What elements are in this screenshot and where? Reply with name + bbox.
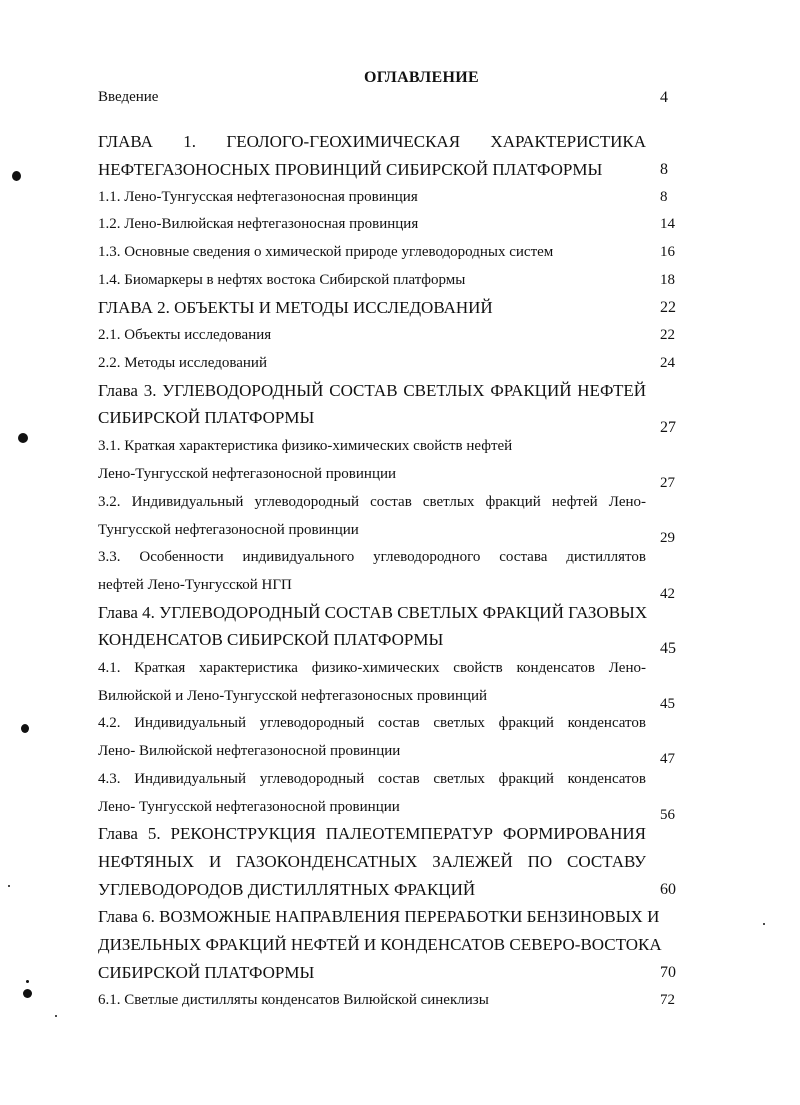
toc-page-number: 16: [660, 244, 675, 260]
toc-page-number: 8: [660, 189, 668, 205]
scan-speck: [763, 923, 765, 925]
toc-entry-line: КОНДЕНСАТОВ СИБИРСКОЙ ПЛАТФОРМЫ: [98, 630, 444, 649]
toc-entry-line: 2.1. Объекты исследования: [98, 327, 272, 343]
toc-entry-line: Вилюйской и Лено-Тунгусской нефтегазоносных провинций: [98, 688, 488, 704]
toc-entry-line: 3.1. Краткая характеристика физико-химических свойств нефтей: [98, 438, 513, 454]
toc-entry-line: 3.3. Особенности индивидуального углеводородного состава дистиллятов: [98, 549, 646, 565]
toc-entry-line: 1.3. Основные сведения о химической природе углеводородных систем: [98, 244, 554, 260]
toc-page-number: 27: [660, 419, 676, 436]
toc-entry-line: 1.4. Биомаркеры в нефтях востока Сибирской платформы: [98, 272, 466, 288]
toc-page-number: 22: [660, 327, 675, 343]
scan-speck: [12, 171, 21, 181]
toc-entry-line: НЕФТЯНЫХ И ГАЗОКОНДЕНСАТНЫХ ЗАЛЕЖЕЙ ПО СОСТАВУ: [98, 852, 646, 871]
toc-entry-line: Тунгусской нефтегазоносной провинции: [98, 522, 359, 538]
toc-entry-line: 6.1. Светлые дистилляты конденсатов Вилюйской синеклизы: [98, 992, 489, 1008]
toc-entry-line: СИБИРСКОЙ ПЛАТФОРМЫ: [98, 963, 315, 982]
toc-entry-line: 3.2. Индивидуальный углеводородный состав светлых фракций нефтей Лено-: [98, 494, 646, 510]
toc-page-number: 22: [660, 299, 676, 316]
toc-page-number: 70: [660, 964, 676, 981]
toc-entry-line: 1.1. Лено-Тунгусская нефтегазоносная провинция: [98, 189, 418, 205]
scan-speck: [23, 989, 32, 998]
toc-entry-line: НЕФТЕГАЗОНОСНЫХ ПРОВИНЦИЙ СИБИРСКОЙ ПЛАТФОРМЫ: [98, 160, 603, 179]
toc-page-number: 27: [660, 475, 675, 491]
scan-speck: [21, 724, 29, 733]
toc-entry-line: Глава 5. РЕКОНСТРУКЦИЯ ПАЛЕОТЕМПЕРАТУР ФОРМИРОВАНИЯ: [98, 824, 646, 843]
toc-entry-line: ГЛАВА 2. ОБЪЕКТЫ И МЕТОДЫ ИССЛЕДОВАНИЙ: [98, 298, 493, 317]
toc-page-number: 60: [660, 881, 676, 898]
toc-page-number: 45: [660, 696, 675, 712]
toc-entry-line: 4.1. Краткая характеристика физико-химических свойств конденсатов Лено-: [98, 660, 646, 676]
toc-entry-line: Глава 4. УГЛЕВОДОРОДНЫЙ СОСТАВ СВЕТЛЫХ ФРАКЦИЙ ГАЗОВЫХ: [98, 603, 648, 622]
page-title: ОГЛАВЛЕНИЕ: [364, 69, 479, 86]
toc-page-number: 18: [660, 272, 675, 288]
toc-page-number: 56: [660, 807, 675, 823]
toc-page-number: 72: [660, 992, 675, 1008]
toc-entry-line: Введение: [98, 89, 159, 105]
scan-speck: [26, 980, 29, 983]
toc-entry-line: Лено- Вилюйской нефтегазоносной провинции: [98, 743, 401, 759]
toc-entry-line: ДИЗЕЛЬНЫХ ФРАКЦИЙ НЕФТЕЙ И КОНДЕНСАТОВ СЕВЕРО-ВОСТОКА: [98, 935, 662, 954]
toc-entry-line: нефтей Лено-Тунгусской НГП: [98, 577, 292, 593]
toc-page-number: 4: [660, 89, 668, 106]
toc-entry-line: СИБИРСКОЙ ПЛАТФОРМЫ: [98, 408, 315, 427]
toc-page-number: 29: [660, 530, 675, 546]
toc-page-number: 47: [660, 751, 675, 767]
toc-entry-line: 2.2. Методы исследований: [98, 355, 267, 371]
toc-entry-line: Глава 6. ВОЗМОЖНЫЕ НАПРАВЛЕНИЯ ПЕРЕРАБОТКИ БЕНЗИНОВЫХ И: [98, 907, 660, 926]
toc-page-number: 45: [660, 640, 676, 657]
scan-speck: [55, 1015, 57, 1017]
toc-page-number: 8: [660, 161, 668, 178]
toc-entry-line: Лено-Тунгусской нефтегазоносной провинции: [98, 466, 397, 482]
toc-entry-line: ГЛАВА 1. ГЕОЛОГО-ГЕОХИМИЧЕСКАЯ ХАРАКТЕРИСТИКА: [98, 132, 646, 151]
toc-entry-line: Лено- Тунгусской нефтегазоносной провинции: [98, 799, 400, 815]
toc-entry-line: 1.2. Лено-Вилюйская нефтегазоносная провинция: [98, 216, 419, 232]
toc-page-number: 42: [660, 586, 675, 602]
scan-speck: [8, 885, 10, 887]
toc-page-number: 24: [660, 355, 675, 371]
scan-speck: [18, 433, 28, 443]
toc-entry-line: УГЛЕВОДОРОДОВ ДИСТИЛЛЯТНЫХ ФРАКЦИЙ: [98, 880, 476, 899]
toc-entry-line: Глава 3. УГЛЕВОДОРОДНЫЙ СОСТАВ СВЕТЛЫХ ФРАКЦИЙ НЕФТЕЙ: [98, 381, 646, 400]
toc-entry-line: 4.2. Индивидуальный углеводородный состав светлых фракций конденсатов: [98, 715, 646, 731]
toc-page-number: 14: [660, 216, 675, 232]
toc-entry-line: 4.3. Индивидуальный углеводородный состав светлых фракций конденсатов: [98, 771, 646, 787]
